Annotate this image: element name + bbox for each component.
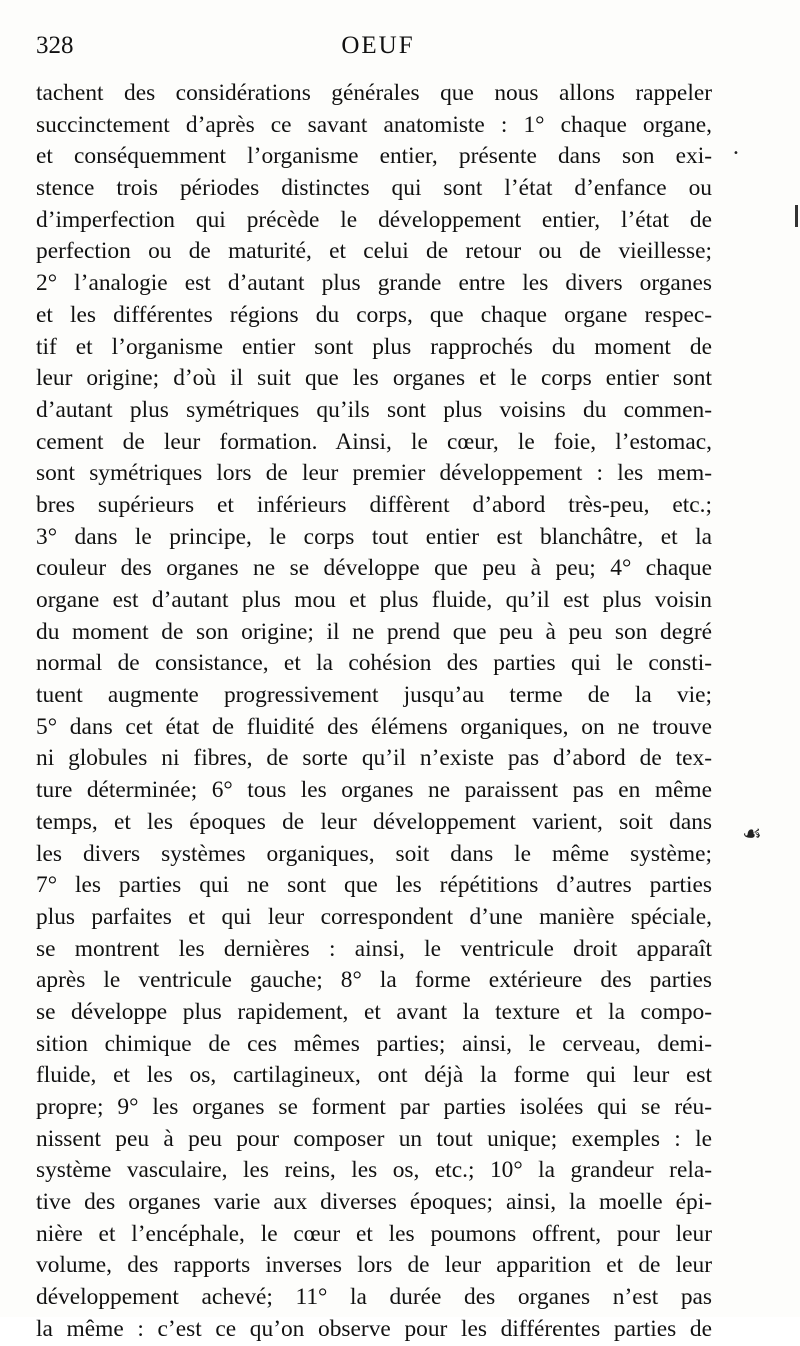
text-line: développement achevé; 11° la durée des organes n’est pas [36,1284,712,1311]
running-title: OEUF [341,32,415,59]
text-line: 2° l’analogie est d’autant plus grande entre les divers organes [36,270,712,297]
text-line: la même : c’est ce qu’on observe pour les différentes parties de [36,1315,712,1342]
text-line: se montrent les dernières : ainsi, le ventricule droit apparaît [36,935,712,962]
text-line: sition chimique de ces mêmes parties; ainsi, le cerveau, demi- [36,1030,712,1057]
text-line: se développe plus rapidement, et avant la texture et la compo- [36,998,712,1025]
text-line: cement de leur formation. Ainsi, le cœur, le foie, l’estomac, [36,428,712,455]
text-line: tive des organes varie aux diverses époques; ainsi, la moelle épi- [36,1189,712,1216]
text-line: 3° dans le principe, le corps tout entier est blanchâtre, et la [36,523,712,550]
text-line: perfection ou de maturité, et celui de retour ou de vieillesse; [36,238,712,265]
text-line: sont symétriques lors de leur premier développement : les mem- [36,460,712,487]
text-line: du moment de son origine; il ne prend que peu à peu son degré [36,618,712,645]
text-line: fluide, et les os, cartilagineux, ont déjà la forme qui leur est [36,1062,712,1089]
text-line: plus parfaites et qui leur correspondent d’une manière spéciale, [36,903,712,930]
text-line: d’autant plus symétriques qu’ils sont plus voisins du commen- [36,396,712,423]
text-line: et les différentes régions du corps, que chaque organe respec- [36,301,712,328]
margin-ink-blot-mark: ☙ [742,822,762,847]
text-line: d’imperfection qui précède le développement entier, l’état de [36,206,712,233]
text-line: succinctement d’après ce savant anatomiste : 1° chaque organe, [36,111,712,138]
text-line: tuent augmente progressivement jusqu’au terme de la vie; [36,682,712,709]
text-line: temps, et les époques de leur développement varient, soit dans [36,808,712,835]
text-line: tachent des considérations générales que nous allons rappeler [36,80,712,106]
text-line: nissent peu à peu pour composer un tout unique; exemples : le [36,1125,712,1152]
text-line: 5° dans cet état de fluidité des élémens organiques, on ne trouve [36,713,712,740]
text-line: organe est d’autant plus mou et plus fluide, qu’il est plus voisin [36,587,712,613]
text-line: tif et l’organisme entier sont plus rapprochés du moment de [36,333,712,360]
margin-tick-mark [795,205,798,227]
text-line: leur origine; d’où il suit que les organes et le corps entier sont [36,365,712,392]
text-line: propre; 9° les organes se forment par parties isolées qui se réu- [36,1094,712,1120]
text-line: 7° les parties qui ne sont que les répétitions d’autres parties [36,872,712,899]
text-line: bres supérieurs et inférieurs diffèrent d’abord très-peu, etc.; [36,491,712,518]
text-line: après le ventricule gauche; 8° la forme extérieure des parties [36,967,712,994]
text-line: volume, des rapports inverses lors de leur apparition et de leur [36,1252,712,1279]
text-line: normal de consistance, et la cohésion des parties qui le consti- [36,650,712,677]
text-line: système vasculaire, les reins, les os, etc.; 10° la grandeur rela- [36,1157,712,1184]
margin-dot-mark: • [733,148,739,159]
text-line: ture déterminée; 6° tous les organes ne paraissent pas en même [36,777,712,804]
text-line: couleur des organes ne se développe que peu à peu; 4° chaque [36,555,712,582]
page-number: 328 [36,32,74,59]
text-line: les divers systèmes organiques, soit dans le même système; [36,840,712,867]
running-head [36,32,720,68]
text-line: nière et l’encéphale, le cœur et les poumons offrent, pour leur [36,1220,712,1247]
body-text [36,78,712,1346]
text-line: ni globules ni fibres, de sorte qu’il n’existe pas d’abord de tex- [36,745,712,772]
text-line: stence trois périodes distinctes qui sont l’état d’enfance ou [36,175,712,202]
text-line: et conséquemment l’organisme entier, présente dans son exi- [36,143,712,170]
